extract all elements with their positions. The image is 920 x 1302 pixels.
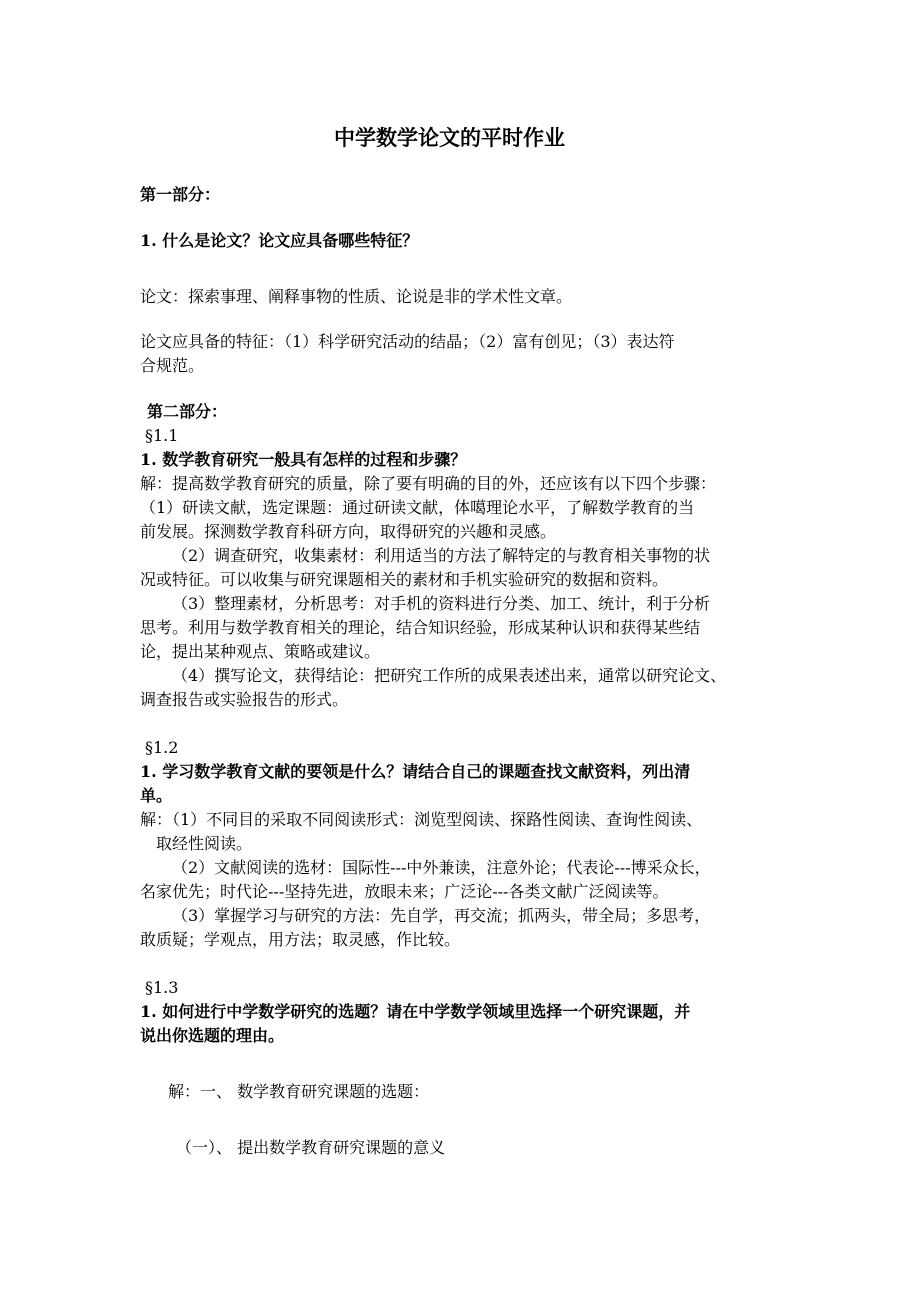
section-1-2-answer-line: （2）文献阅读的选材：国际性---中外兼读，注意外论；代表论---博采众长， bbox=[172, 858, 711, 877]
part2-heading: 第二部分： bbox=[147, 402, 228, 421]
section-1-1-answer-line: （4）撰写论文，获得结论：把研究工作所的成果表述出来，通常以研究论文、 bbox=[172, 666, 727, 685]
section-1-1-answer-line: 况或特征。可以收集与研究课题相关的素材和手机实验研究的数据和资料。 bbox=[140, 570, 669, 589]
section-1-1-answer-line: 前发展。探测数学教育科研方向，取得研究的兴趣和灵感。 bbox=[140, 522, 557, 541]
part1-heading: 第一部分： bbox=[140, 185, 221, 204]
section-1-1-answer-line: 思考。利用与数学教育相关的理论，结合知识经验，形成某种认识和获得某些结 bbox=[140, 618, 701, 637]
section-1-2-answer-line: 取经性阅读。 bbox=[156, 834, 253, 853]
section-1-1-answer-line: 论，提出某种观点、策略或建议。 bbox=[140, 642, 381, 661]
section-1-2-question-line1: 1. 学习数学教育文献的要领是什么？请结合自己的课题查找文献资料，列出清 bbox=[140, 762, 691, 781]
part1-answer-features-line2: 合规范。 bbox=[140, 356, 205, 375]
section-1-1-answer-line: 调查报告或实验报告的形式。 bbox=[140, 690, 349, 709]
section-1-2-answer-line: 敢质疑；学观点，用方法；取灵感，作比较。 bbox=[140, 930, 461, 949]
section-1-3-question-line2: 说出你选题的理由。 bbox=[140, 1026, 285, 1045]
section-1-1-answer-line: （1）研读文献，选定课题：通过研读文献，体噶理论水平，了解数学教育的当 bbox=[140, 498, 695, 517]
section-1-3-answer-heading: 解：一、 数学教育研究课题的选题： bbox=[168, 1082, 430, 1101]
section-1-3-answer-subheading: （一）、 提出数学教育研究课题的意义 bbox=[176, 1138, 446, 1157]
part1-answer-definition: 论文：探索事理、阐释事物的性质、论说是非的学术性文章。 bbox=[140, 287, 573, 306]
section-1-1-question: 1. 数学教育研究一般具有怎样的过程和步骤？ bbox=[140, 450, 467, 469]
section-1-2-answer-line: 名家优先；时代论---坚持先进，放眼未来；广泛论---各类文献广泛阅读等。 bbox=[140, 882, 669, 901]
section-1-2-label: §1.2 bbox=[145, 738, 179, 757]
section-1-3-label: §1.3 bbox=[145, 978, 179, 997]
section-1-2-question-line2: 单。 bbox=[140, 786, 173, 805]
section-1-2-answer-line: 解：（1）不同目的采取不同阅读形式：浏览型阅读、探路性阅读、查询性阅读、 bbox=[140, 810, 703, 829]
section-1-1-answer-line: （2）调查研究，收集素材：利用适当的方法了解特定的与教育相关事物的状 bbox=[172, 546, 711, 565]
section-1-1-answer-line: 解：提高数学教育研究的质量，除了要有明确的目的外，还应该有以下四个步骤： bbox=[140, 474, 717, 493]
section-1-1-label: §1.1 bbox=[145, 426, 179, 445]
page-title: 中学数学论文的平时作业 bbox=[334, 125, 565, 150]
part1-answer-features-line1: 论文应具备的特征：（1）科学研究活动的结晶；（2）富有创见；（3）表达符 bbox=[140, 332, 675, 351]
section-1-3-question-line1: 1. 如何进行中学数学研究的选题？请在中学数学领域里选择一个研究课题，并 bbox=[140, 1002, 691, 1021]
part1-question: 1. 什么是论文？论文应具备哪些特征？ bbox=[140, 231, 419, 250]
section-1-2-answer-line: （3）掌握学习与研究的方法：先自学，再交流；抓两头，带全局；多思考， bbox=[172, 906, 711, 925]
section-1-1-answer-line: （3）整理素材，分析思考：对手机的资料进行分类、加工、统计，利于分析 bbox=[172, 594, 711, 613]
